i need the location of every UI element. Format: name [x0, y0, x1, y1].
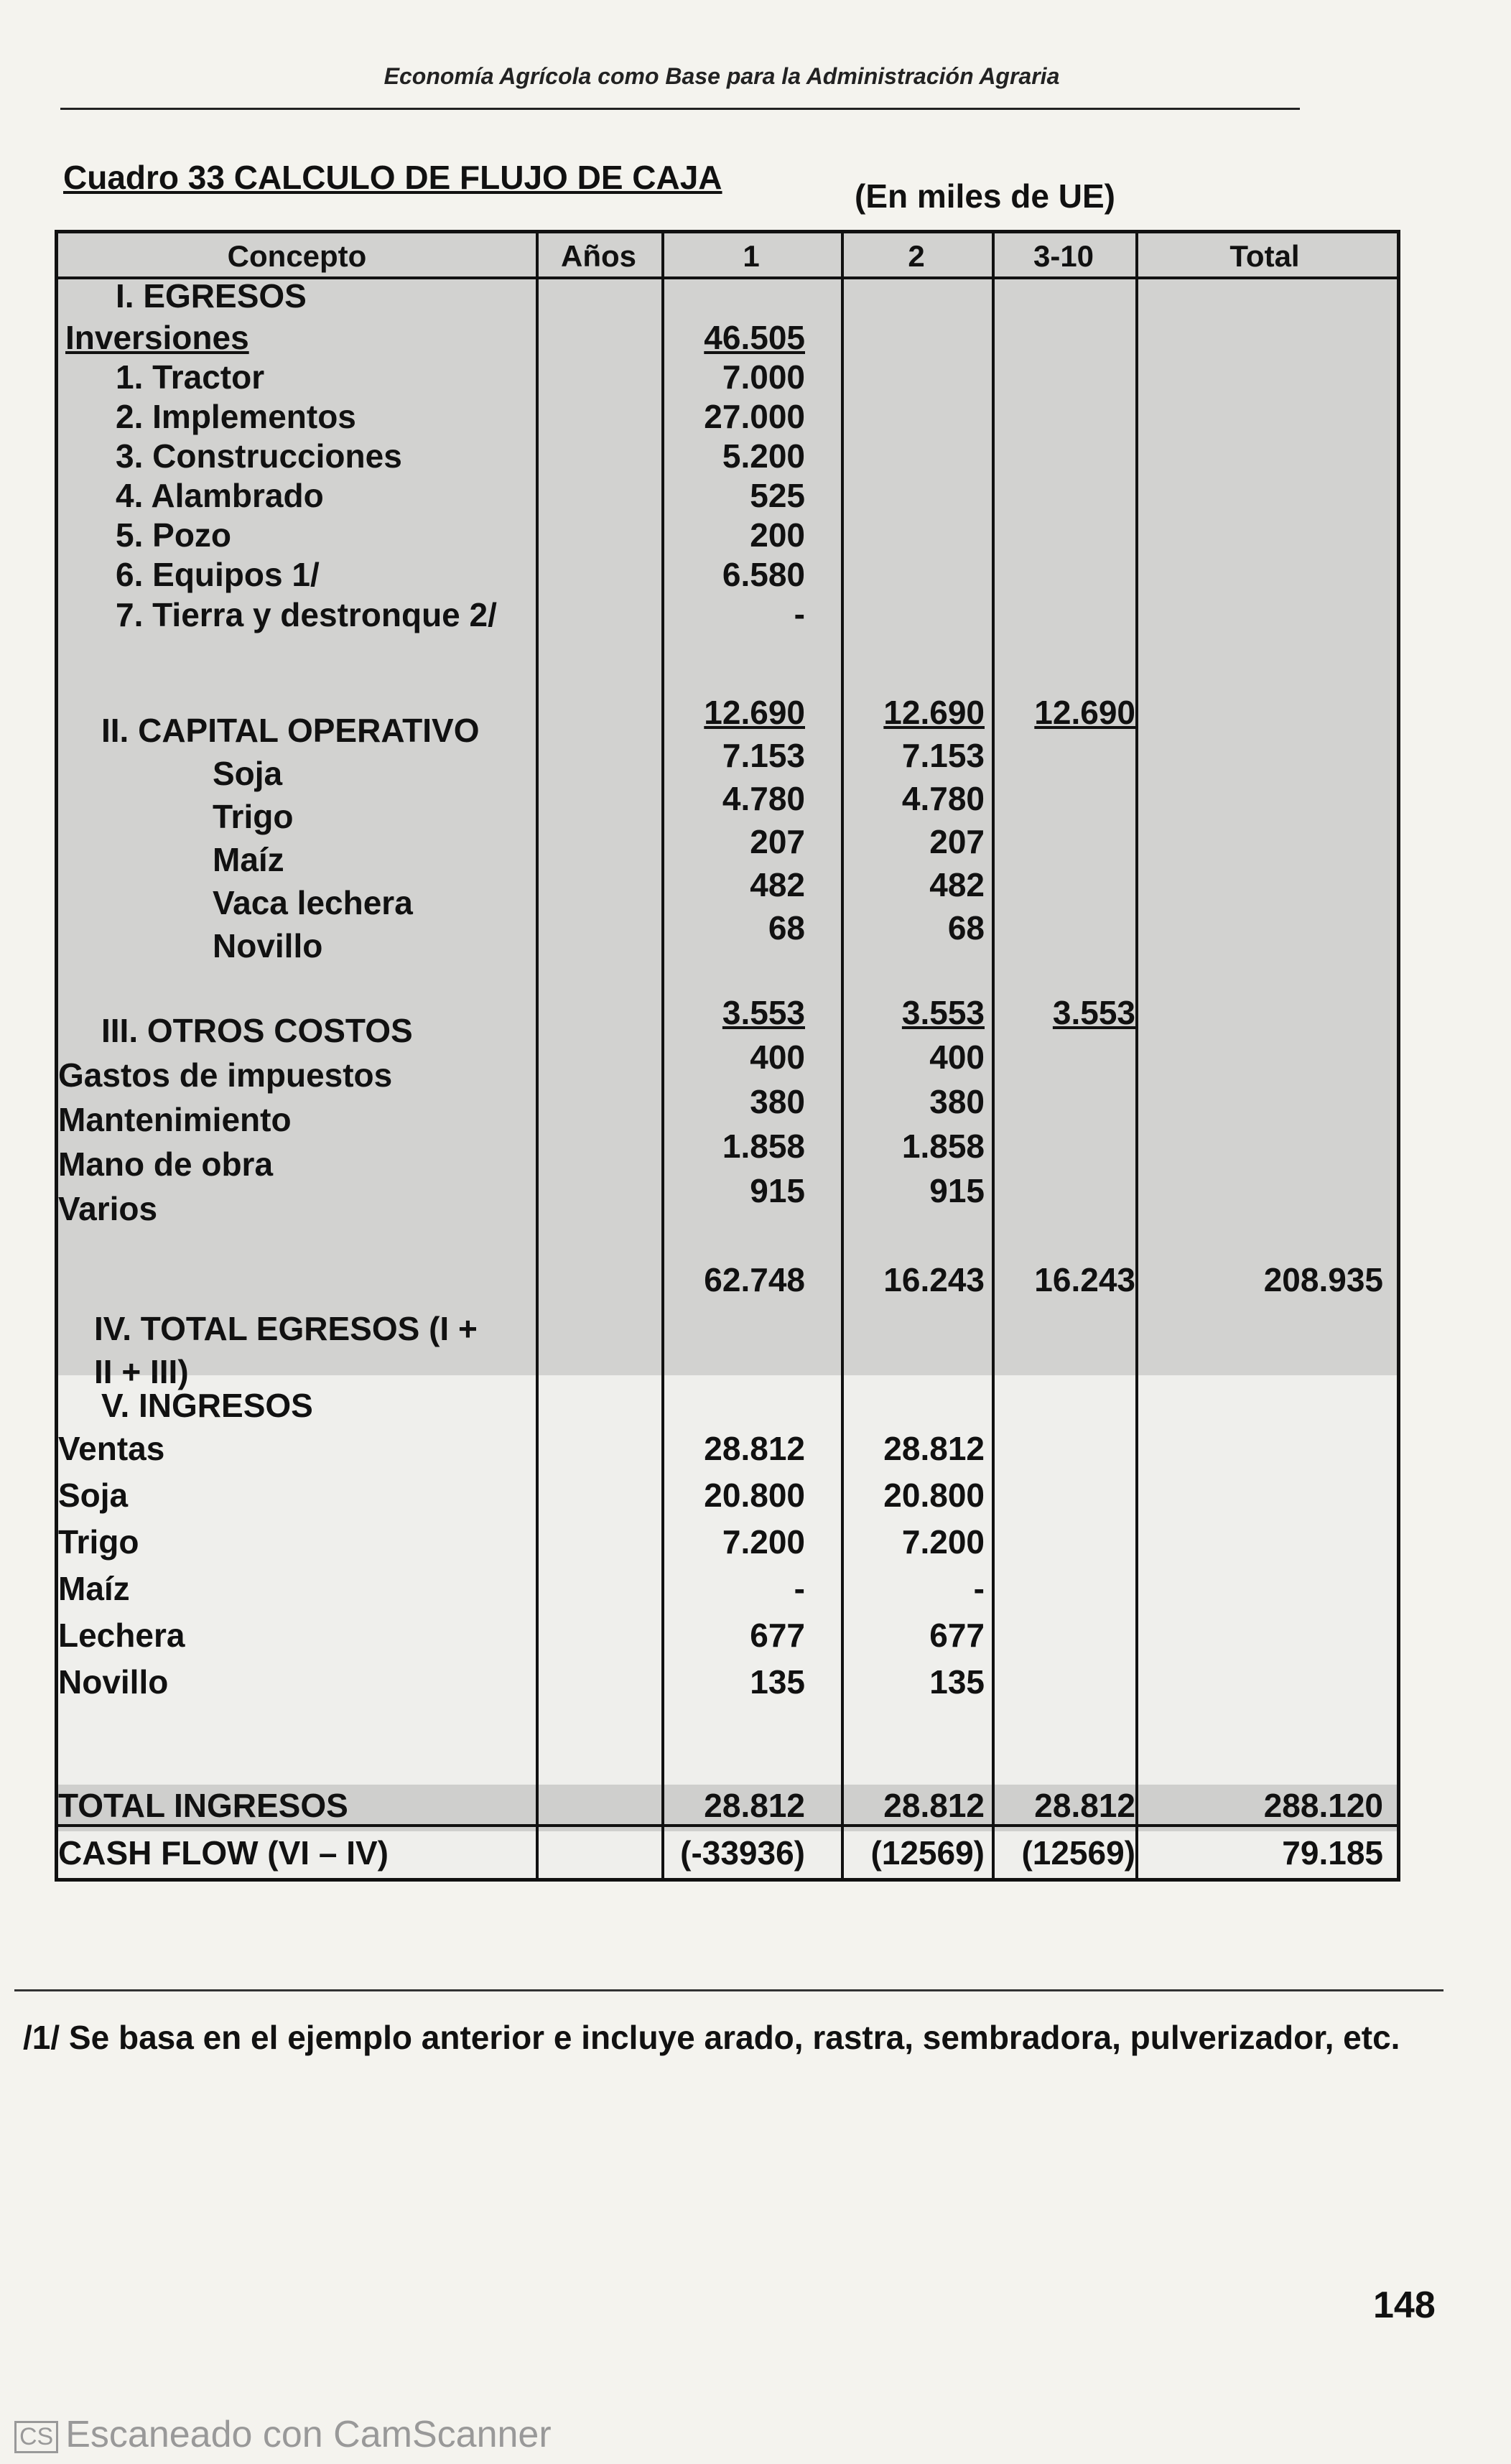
table-row — [58, 476, 1397, 519]
cell-value: 400 — [750, 1038, 805, 1076]
cell-value: 208.935 — [1263, 1261, 1383, 1298]
row-label: Gastos de impuestos — [58, 1056, 393, 1094]
row-label: Lechera — [58, 1617, 185, 1654]
cell-value: 400 — [929, 1038, 985, 1076]
table-row — [58, 1429, 1397, 1472]
row-label: I. EGRESOS — [116, 277, 307, 315]
cell-value: 207 — [750, 823, 805, 860]
cell-value: 4.780 — [722, 780, 805, 817]
row-label: Maíz — [213, 841, 284, 878]
cell-value: 16.243 — [1034, 1261, 1135, 1298]
table-row — [58, 1616, 1397, 1659]
cell-value: 200 — [750, 516, 805, 554]
table-row — [58, 1260, 1397, 1390]
table-row — [58, 1522, 1397, 1566]
table-row — [58, 1663, 1397, 1706]
table-row — [58, 908, 1397, 964]
row-label: Ventas — [58, 1430, 165, 1467]
cell-value: 915 — [929, 1172, 985, 1209]
cell-value: 79.185 — [1282, 1834, 1383, 1872]
table-row — [58, 276, 1397, 320]
cell-value: 3.553 — [722, 994, 805, 1031]
cell-value: - — [973, 1570, 985, 1607]
cell-value: 68 — [947, 909, 985, 947]
row-label: IV. TOTAL EGRESOS (I + II + III) — [94, 1310, 478, 1390]
row-label: Inversiones — [65, 319, 249, 356]
cell-value: 6.580 — [722, 556, 805, 593]
cell-value: (-33936) — [680, 1834, 805, 1872]
cell-value: 380 — [929, 1083, 985, 1120]
col-header-anios: Años — [561, 239, 636, 273]
cell-value: (12569) — [1021, 1834, 1135, 1872]
table-row — [58, 1476, 1397, 1519]
table-units: (En miles de UE) — [855, 177, 1115, 215]
book-header-title: Economía Agrícola como Base para la Administración Agraria — [383, 63, 1060, 89]
cell-value: 677 — [929, 1617, 985, 1654]
row-label: Trigo — [213, 798, 294, 835]
row-label: 4. Alambrado — [116, 477, 324, 514]
cell-value: 7.200 — [901, 1523, 985, 1561]
table-row — [58, 1833, 1397, 1877]
table-row — [58, 693, 1397, 749]
cell-value: 135 — [750, 1663, 805, 1701]
row-label: II. CAPITAL OPERATIVO — [101, 712, 480, 749]
cell-value: 4.780 — [901, 780, 985, 817]
table-row — [58, 516, 1397, 559]
cell-value: 482 — [929, 866, 985, 903]
cell-value: 28.812 — [1034, 1787, 1135, 1824]
cell-value: 12.690 — [704, 694, 805, 731]
table-title: Cuadro 33 CALCULO DE FLUJO DE CAJA — [63, 159, 722, 196]
row-label: Novillo — [58, 1663, 169, 1701]
cell-value: 28.812 — [704, 1787, 805, 1824]
cell-value: 46.505 — [704, 319, 805, 356]
table-row — [58, 1386, 1397, 1429]
row-label: Novillo — [213, 927, 323, 964]
cell-value: 16.243 — [883, 1261, 985, 1298]
cash-flow-table — [55, 230, 1400, 1882]
row-label: Mano de obra — [58, 1145, 274, 1183]
cell-value: - — [794, 1570, 805, 1607]
cell-value: 28.812 — [883, 1430, 985, 1467]
cell-value: 135 — [929, 1663, 985, 1701]
table-row — [58, 358, 1397, 401]
table-row — [58, 1786, 1397, 1829]
cell-value: 7.000 — [722, 358, 805, 396]
row-label: CASH FLOW (VI – IV) — [58, 1834, 389, 1872]
table-row — [58, 993, 1397, 1049]
table-row — [58, 779, 1397, 835]
cell-value: 5.200 — [722, 437, 805, 475]
table-row — [58, 595, 1397, 638]
table-row — [58, 822, 1397, 878]
cell-value: 288.120 — [1263, 1787, 1383, 1824]
cell-value: 68 — [768, 909, 805, 947]
col-header-concepto: Concepto — [227, 239, 367, 273]
table-row — [58, 397, 1397, 440]
cell-value: 7.153 — [901, 737, 985, 774]
table-row — [58, 1127, 1397, 1183]
row-label: V. INGRESOS — [101, 1387, 313, 1424]
scanner-watermark — [14, 2413, 552, 2456]
cell-value: 7.153 — [722, 737, 805, 774]
row-label: Soja — [213, 755, 283, 792]
cell-value: 20.800 — [883, 1477, 985, 1514]
row-label: Mantenimiento — [58, 1101, 292, 1138]
col-header-total: Total — [1229, 239, 1300, 273]
table-row — [58, 318, 1397, 361]
cell-value: (12569) — [870, 1834, 985, 1872]
row-label: Maíz — [58, 1570, 130, 1607]
cell-value: 20.800 — [704, 1477, 805, 1514]
row-label: 1. Tractor — [116, 358, 265, 396]
table-row — [58, 736, 1397, 792]
cell-value: 7.200 — [722, 1523, 805, 1561]
table-row — [58, 437, 1397, 480]
cell-value: - — [794, 595, 805, 633]
cell-value: 28.812 — [704, 1430, 805, 1467]
row-label: Trigo — [58, 1523, 139, 1561]
table-row — [58, 555, 1397, 598]
cell-value: 3.553 — [1052, 994, 1135, 1031]
row-label: III. OTROS COSTOS — [101, 1012, 413, 1049]
scanner-watermark-text: Escaneado con CamScanner — [65, 2414, 552, 2455]
table-row — [58, 1569, 1397, 1612]
cell-value: 1.858 — [901, 1128, 985, 1165]
cell-value: 525 — [750, 477, 805, 514]
row-label: TOTAL INGRESOS — [58, 1787, 348, 1824]
table-row — [58, 1038, 1397, 1094]
row-label: Soja — [58, 1477, 129, 1514]
cell-value: 12.690 — [1034, 694, 1135, 731]
cell-value: 3.553 — [901, 994, 985, 1031]
camscanner-logo-icon: CS — [14, 2421, 58, 2453]
cell-value: 677 — [750, 1617, 805, 1654]
row-label: Varios — [58, 1190, 158, 1227]
table-row — [58, 1082, 1397, 1138]
row-label: 2. Implementos — [116, 398, 356, 435]
cell-value: 915 — [750, 1172, 805, 1209]
cell-value: 207 — [929, 823, 985, 860]
cell-value: 1.858 — [722, 1128, 805, 1165]
row-label: 7. Tierra y destronque 2/ — [116, 596, 497, 633]
header-rule — [60, 108, 1300, 110]
cell-value: 27.000 — [704, 398, 805, 435]
cell-value: 482 — [750, 866, 805, 903]
footnote: /1/ Se basa en el ejemplo anterior e incluye arado, rastra, sembradora, pulverizador, etc. — [23, 2019, 1400, 2056]
table-row — [58, 1171, 1397, 1227]
col-header-1: 1 — [743, 239, 760, 273]
cell-value: 12.690 — [883, 694, 985, 731]
row-label: Vaca lechera — [213, 884, 413, 921]
col-header-2: 2 — [908, 239, 925, 273]
page-number: 148 — [1373, 2284, 1436, 2326]
footnote-rule — [14, 1989, 1443, 1991]
cell-value: 28.812 — [883, 1787, 985, 1824]
row-label: 3. Construcciones — [116, 437, 402, 475]
col-header-3-10: 3-10 — [1033, 239, 1094, 273]
cell-value: 380 — [750, 1083, 805, 1120]
row-label: 5. Pozo — [116, 516, 232, 554]
cell-value: 62.748 — [704, 1261, 805, 1298]
row-label: 6. Equipos 1/ — [116, 556, 320, 593]
table-row — [58, 865, 1397, 921]
